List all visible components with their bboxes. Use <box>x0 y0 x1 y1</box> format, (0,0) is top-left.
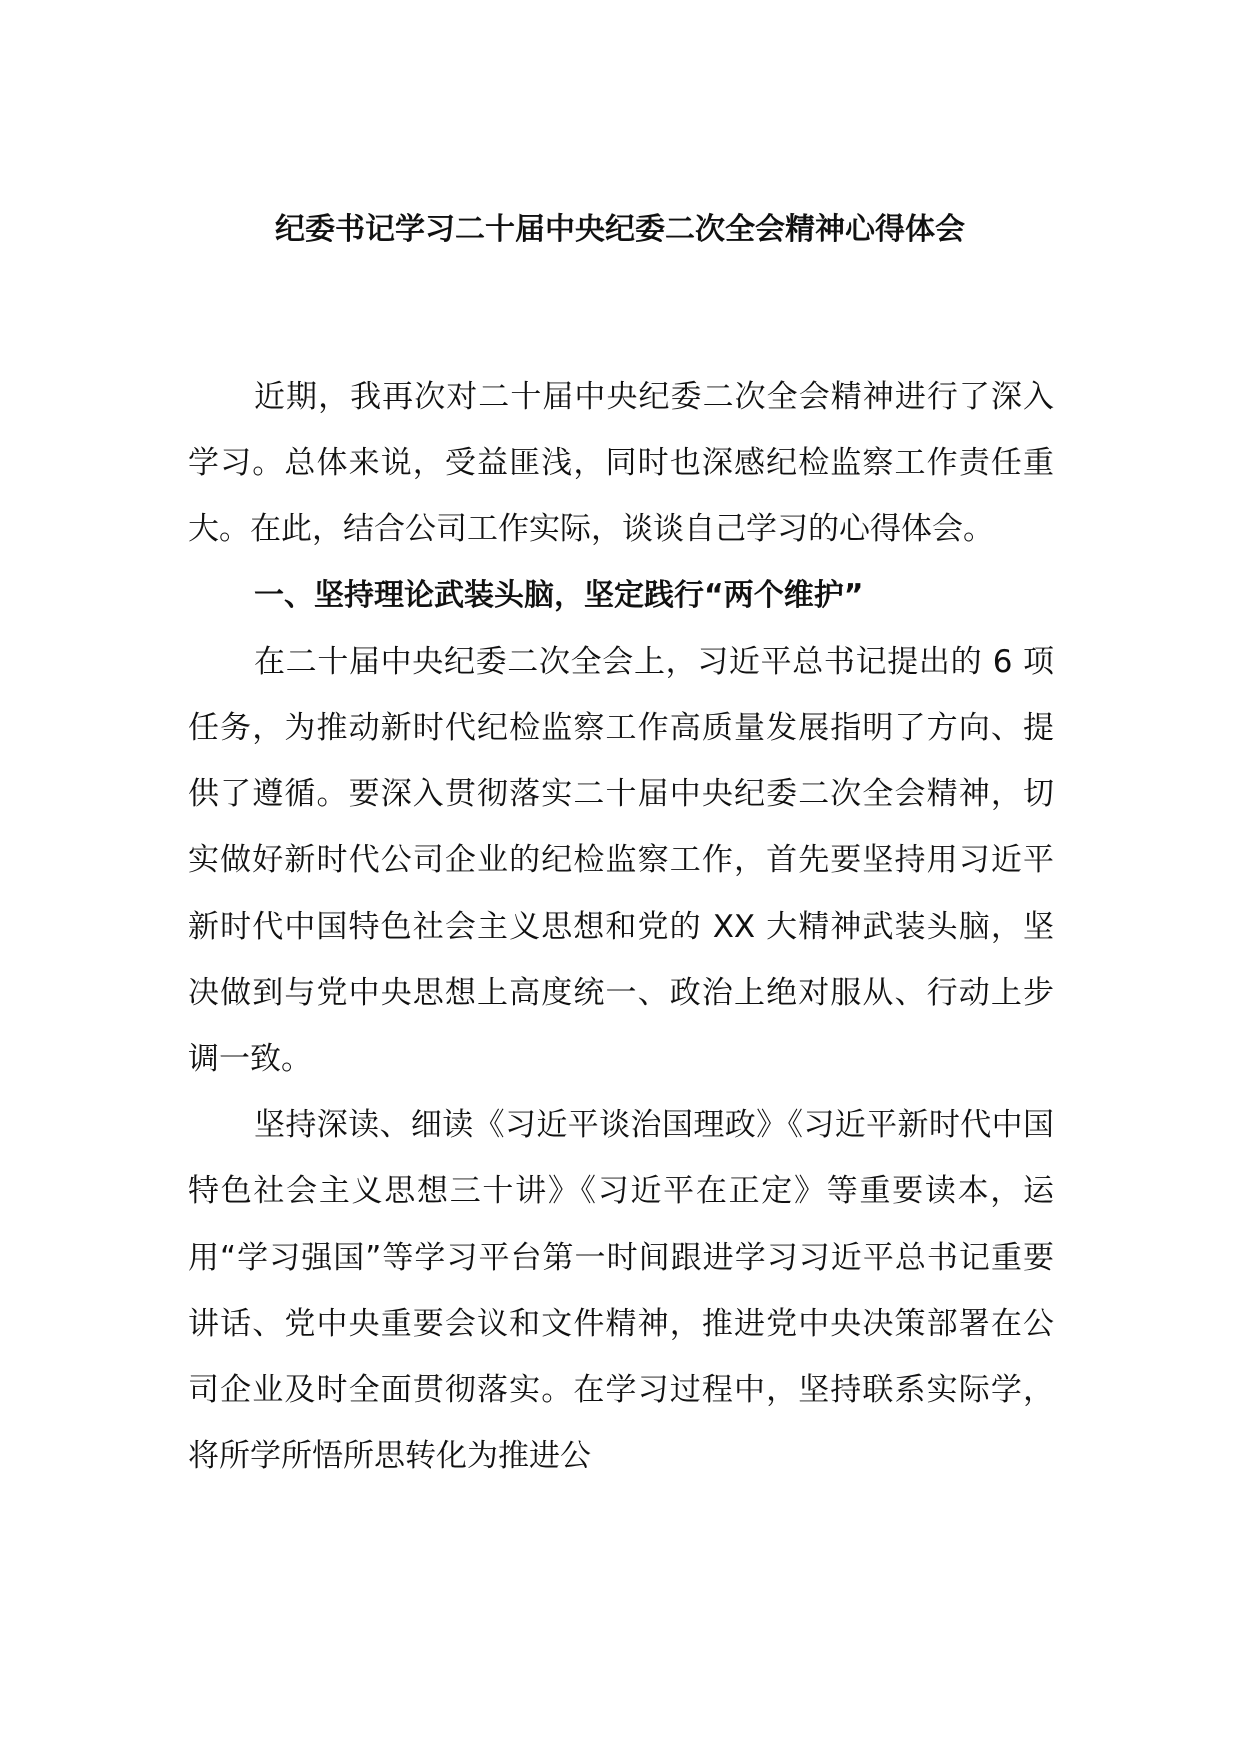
paragraph-intro: 近期，我再次对二十届中央纪委二次全会精神进行了深入学习。总体来说，受益匪浅，同时也深感纪检监察工作责任重大。在此，结合公司工作实际，谈谈自己学习的心得体会。 <box>188 379 1054 548</box>
paragraph-tasks: 在二十届中央纪委二次全会上，习近平总书记提出的 6 项任务，为推动新时代纪检监察工作高质量发展指明了方向、提供了遵循。要深入贯彻落实二十届中央纪委二次全会精神，切实做好新时代公司企业的纪检监察工作，首先要坚持用习近平新时代中国特色社会主义思想和党的 XX 大精神武装头脑，坚决做到与党中央思想上高度统一、政治上绝对服从、行动上步调一致。 <box>188 643 1054 1078</box>
document-body <box>188 364 1054 1489</box>
document-title: 纪委书记学习二十届中央纪委二次全会精神心得体会 <box>275 212 965 247</box>
paragraph-study: 坚持深读、细读《习近平谈治国理政》《习近平新时代中国特色社会主义思想三十讲》《习近平在正定》等重要读本，运用“学习强国”等学习平台第一时间跟进学习习近平总书记重要讲话、党中央重要会议和文件精神，推进党中央决策部署在公司企业及时全面贯彻落实。在学习过程中，坚持联系实际学，将所学所悟所思转化为推进公 <box>188 1107 1054 1475</box>
section-heading-1: 一、坚持理论武装头脑，坚定践行“两个维护” <box>254 577 864 613</box>
